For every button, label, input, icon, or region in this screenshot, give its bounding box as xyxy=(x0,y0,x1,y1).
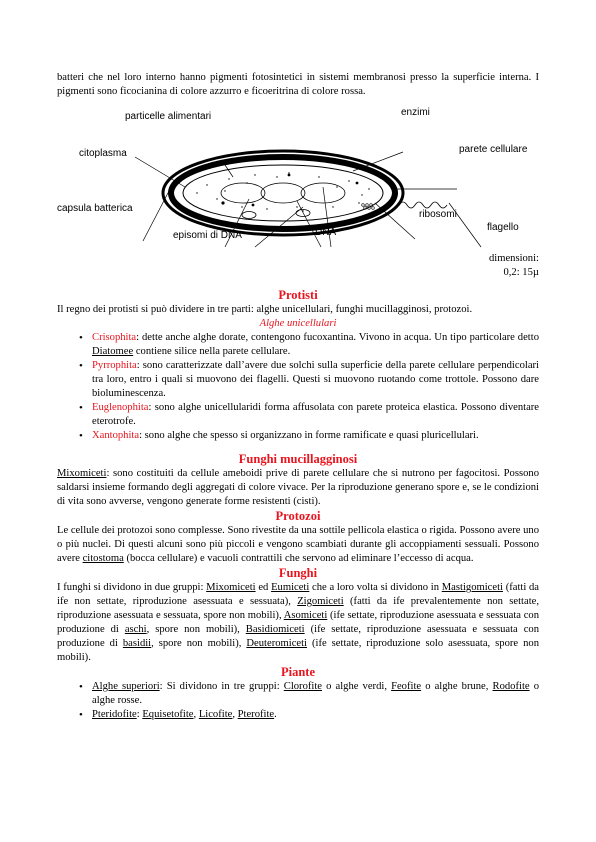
label-citoplasma: citoplasma xyxy=(79,148,127,159)
label-capsula: capsula batterica xyxy=(57,203,133,214)
term-citostoma: citostoma xyxy=(82,553,124,564)
label-episomi: episomi di DNA xyxy=(173,230,242,241)
heading-protisti: Protisti xyxy=(278,288,318,302)
list-item-pteridofite: • Pteridofite: Equisetofite, Licofite, Pterofite. xyxy=(92,708,539,722)
label-parete: parete cellulare xyxy=(459,144,528,155)
heading-funghi: Funghi xyxy=(278,566,318,580)
piante-list xyxy=(57,680,539,722)
dimensions-label: dimensioni: xyxy=(488,253,539,264)
list-item-alghe-superiori: • Alghe superiori: Si dividono in tre gruppi: Clorofite o alghe verdi, Feofite o alghe brune, Rodofite o alghe rosse. xyxy=(92,680,539,708)
page-content xyxy=(57,71,539,722)
label-particelle: particelle alimentari xyxy=(125,111,212,122)
term-pyrrophita: Pyrrophita xyxy=(92,360,137,371)
label-dna: DNA xyxy=(315,227,337,238)
list-item-crisophita: • Crisophita: dette anche alghe dorate, contengono fucoxantina. Vivono in acqua. Un tipo particolare detto Diatomee contiene silice nella parete cellulare. xyxy=(92,331,539,359)
intro-paragraph: batteri che nel loro interno hanno pigmenti fotosintetici in sistemi membranosi presso la superficie interna. I pigmenti sono ficocianina di colore azzurro e ficoeritrina di colore rossa. xyxy=(57,72,539,97)
cell-membrane xyxy=(183,165,383,221)
label-enzimi: enzimi xyxy=(401,107,430,118)
funghi-mucillagginosi-paragraph: Mixomiceti: sono costituiti da cellule ameboidi prive di parete cellulare che si nutrono per fagocitosi. Possono saldarsi insieme formando degli aggregati di colore vivace. Per la riproduzione generano spore e, se le condizioni di vita sono avverse, vengono generate forme resistenti (cisti). xyxy=(57,468,539,507)
heading-protozoi: Protozoi xyxy=(275,509,321,523)
funghi-paragraph: I funghi si dividono in due gruppi: Mixomiceti ed Eumiceti che a loro volta si dividono in Mastigomiceti (fatti da ife non settate, riproduzione asessuata e sessuata), Zigomiceti (fatti da ife prevalentemente non settate, riproduzione asessuata e sessuata, spore non mobili), Asomiceti (ife settate, riproduzione asessuata e sessuata con produzione di aschi, spore non mobili), Basidiomiceti (ife settate, riproduzione asessuata e sessuata con produzione di basidii, spore non mobili), Deuteromiceti (ife settate, riproduzione solo asessuata, spore non mobili). xyxy=(57,582,540,663)
term-euglenophita: Euglenophita xyxy=(92,402,149,413)
heading-funghi-mucillagginosi: Funghi mucillagginosi xyxy=(238,452,358,466)
term-diatomee: Diatomee xyxy=(92,346,134,357)
term-mixomiceti: Mixomiceti xyxy=(57,468,107,479)
protisti-intro: Il regno dei protisti si può dividere in tre parti: alghe unicellulari, funghi mucillagginosi, protozoi. xyxy=(57,304,473,315)
list-item-euglenophita: • Euglenophita: sono alghe unicellularidi forma affusolata con parete proteica elastica. Possono diventare eterotrofe. xyxy=(92,401,539,429)
subheading-alghe-unicellulari: Alghe unicellulari xyxy=(259,318,337,329)
term-xantophita: Xantophita xyxy=(92,430,140,441)
label-flagello: flagello xyxy=(487,222,519,233)
label-ribosomi: ribosomi xyxy=(419,209,457,220)
term-crisophita: Crisophita xyxy=(92,332,137,343)
bacterium-drawing xyxy=(57,107,539,252)
protozoi-paragraph: Le cellule dei protozoi sono complesse. Sono rivestite da una sottile pellicola elastica o rigida. Possono avere uno o più nuclei. Di questi alcuni sono più piccoli e vengono scambiati durante gli accoppiamenti sessuali. Possono avere citostoma (bocca cellulare) e vacuoli contrattili che servono ad eliminare l’eccesso di acqua. xyxy=(57,525,539,564)
list-item-pyrrophita: • Pyrrophita: sono caratterizzate dall’avere due solchi sulla superficie della parete cellulare perpendicolari tra loro, entro i quali si muovono dei flagelli. Questi si muovono ruotando come trottole. Possono dare bioluminescenza. xyxy=(92,359,539,401)
bacterium-diagram xyxy=(57,107,539,252)
list-item-xantophita: • Xantophita: sono alghe che spesso si organizzano in forme ramificate e quasi pluricellulari. xyxy=(92,429,539,443)
alghe-list xyxy=(57,331,539,443)
flagellum xyxy=(399,202,447,208)
dimensions-value: 0,2: 15µ xyxy=(503,267,539,278)
heading-piante: Piante xyxy=(280,665,316,679)
